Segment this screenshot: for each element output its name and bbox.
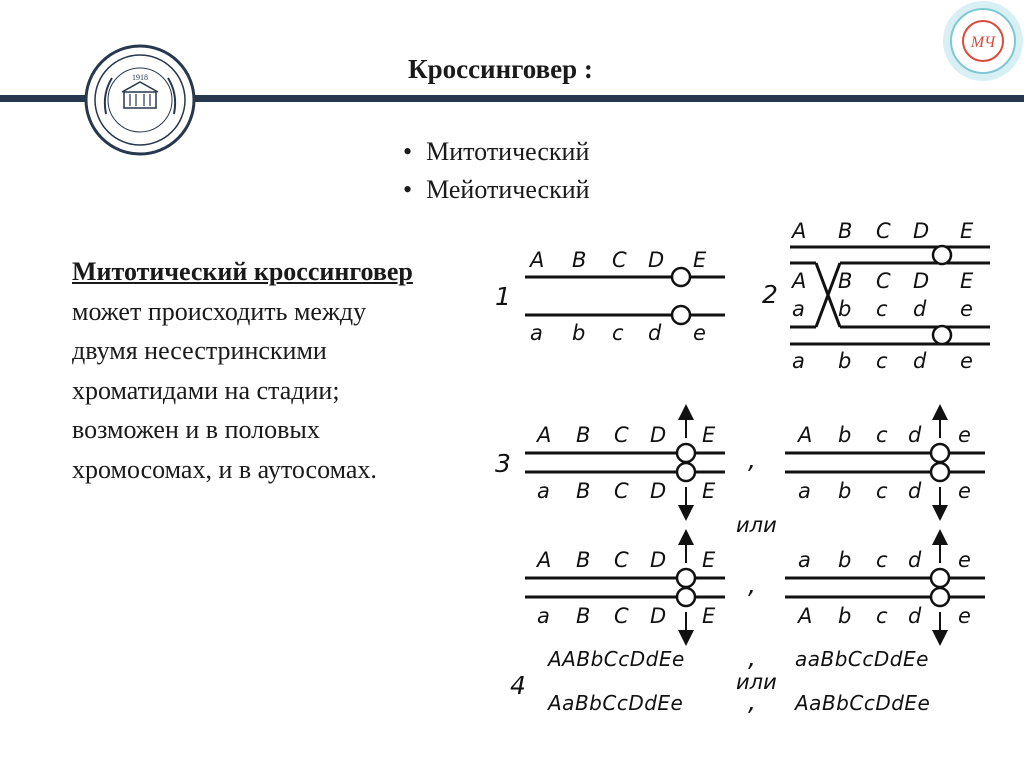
genotype: AaBbCcDdEe	[795, 691, 931, 715]
gene-lower: B	[576, 479, 591, 503]
case-3-right-bottom	[785, 537, 985, 638]
gene-lower: D	[650, 479, 667, 503]
gene-lower: a	[792, 297, 805, 321]
gene-upper: D	[650, 548, 667, 572]
bullet-meiotic: • Мейотический	[403, 171, 590, 209]
gene-lower: c	[876, 479, 888, 503]
gene-upper: C	[614, 423, 629, 447]
corner-emblem-logo	[942, 0, 1024, 82]
gene-upper: A	[792, 269, 807, 293]
gene-upper: E	[960, 269, 974, 293]
gene-upper: E	[702, 548, 716, 572]
svg-text:МЧ: МЧ	[970, 34, 996, 51]
gene-upper: B	[572, 248, 587, 272]
gene-upper: a	[798, 548, 811, 572]
gene-upper: A	[537, 423, 552, 447]
gene-lower: E	[702, 479, 716, 503]
gene-upper: B	[576, 423, 591, 447]
gene-lower: c	[876, 604, 888, 628]
gene-upper: E	[693, 248, 707, 272]
diagram-label-4: 4	[510, 671, 526, 700]
gene-lower: a	[792, 349, 805, 373]
bullet-mitotic: • Митотический	[403, 133, 590, 171]
gene-lower: c	[612, 321, 624, 345]
gene-upper: E	[702, 423, 716, 447]
gene-upper: B	[576, 548, 591, 572]
genotype: AABbCcDdEe	[548, 647, 685, 671]
university-seal-logo	[84, 44, 196, 156]
gene-lower: b	[838, 297, 852, 321]
case-1	[525, 248, 725, 345]
body-text: может происходить между двумя несестринскими хроматидами на стадии; возможен и в половых хромосомах, и в аутосомах.	[72, 296, 377, 484]
gene-upper: D	[913, 219, 930, 243]
gene-upper: e	[958, 423, 971, 447]
gene-lower: D	[650, 604, 667, 628]
gene-lower: b	[838, 479, 852, 503]
case-3-left-bottom	[525, 537, 725, 638]
crossing-over-diagram	[490, 210, 1010, 730]
gene-upper: b	[838, 548, 852, 572]
gene-lower: a	[537, 479, 550, 503]
gene-upper: D	[650, 423, 667, 447]
gene-lower: b	[838, 349, 852, 373]
gene-upper: C	[876, 269, 891, 293]
gene-lower: c	[876, 297, 888, 321]
gene-lower: e	[960, 297, 973, 321]
gene-upper: B	[838, 269, 853, 293]
gene-upper: d	[908, 423, 922, 447]
case-2	[790, 219, 990, 373]
gene-lower: e	[958, 604, 971, 628]
gene-upper: B	[838, 219, 853, 243]
gene-lower: d	[913, 349, 927, 373]
slide-title: Кроссинговер :	[408, 54, 593, 84]
gene-upper: C	[614, 548, 629, 572]
case-3-left-top	[525, 412, 725, 513]
gene-upper: c	[876, 548, 888, 572]
body-highlight: Митотический кроссинговер	[72, 257, 413, 286]
genotype: aaBbCcDdEe	[795, 647, 929, 671]
gene-upper: C	[876, 219, 891, 243]
gene-upper: A	[798, 423, 813, 447]
gene-lower: a	[537, 604, 550, 628]
gene-lower: a	[530, 321, 543, 345]
comma-separator: ,	[748, 643, 756, 672]
gene-lower: d	[908, 479, 922, 503]
or-label: или	[736, 670, 777, 694]
gene-upper: C	[612, 248, 627, 272]
gene-upper: A	[530, 248, 545, 272]
gene-lower: B	[576, 604, 591, 628]
gene-lower: d	[913, 297, 927, 321]
gene-lower: e	[693, 321, 706, 345]
gene-lower: b	[838, 604, 852, 628]
gene-lower: d	[648, 321, 662, 345]
bullet-list	[403, 133, 590, 209]
diagram-label-1: 1	[495, 282, 511, 311]
gene-upper: b	[838, 423, 852, 447]
gene-lower: A	[798, 604, 813, 628]
gene-lower: E	[702, 604, 716, 628]
gene-upper: D	[913, 269, 930, 293]
comma-separator: ,	[748, 445, 756, 474]
gene-lower: C	[614, 479, 629, 503]
comma-separator: ,	[748, 570, 756, 599]
gene-upper: D	[648, 248, 665, 272]
gene-lower: b	[572, 321, 586, 345]
gene-upper: E	[960, 219, 974, 243]
gene-lower: e	[958, 479, 971, 503]
gene-upper: c	[876, 423, 888, 447]
gene-lower: d	[908, 604, 922, 628]
gene-upper: A	[537, 548, 552, 572]
gene-lower: c	[876, 349, 888, 373]
gene-upper: d	[908, 548, 922, 572]
diagram-label-2: 2	[762, 280, 778, 309]
gene-upper: e	[958, 548, 971, 572]
gene-upper: A	[792, 219, 807, 243]
gene-lower: C	[614, 604, 629, 628]
gene-lower: e	[960, 349, 973, 373]
genotype: AaBbCcDdEe	[548, 691, 684, 715]
diagram-label-3: 3	[495, 449, 511, 478]
comma-separator: ,	[748, 687, 756, 716]
body-paragraph	[72, 252, 432, 489]
gene-lower: a	[798, 479, 811, 503]
case-3-right-top	[785, 412, 985, 513]
or-label: или	[736, 513, 777, 537]
svg-text:1918: 1918	[132, 73, 148, 82]
